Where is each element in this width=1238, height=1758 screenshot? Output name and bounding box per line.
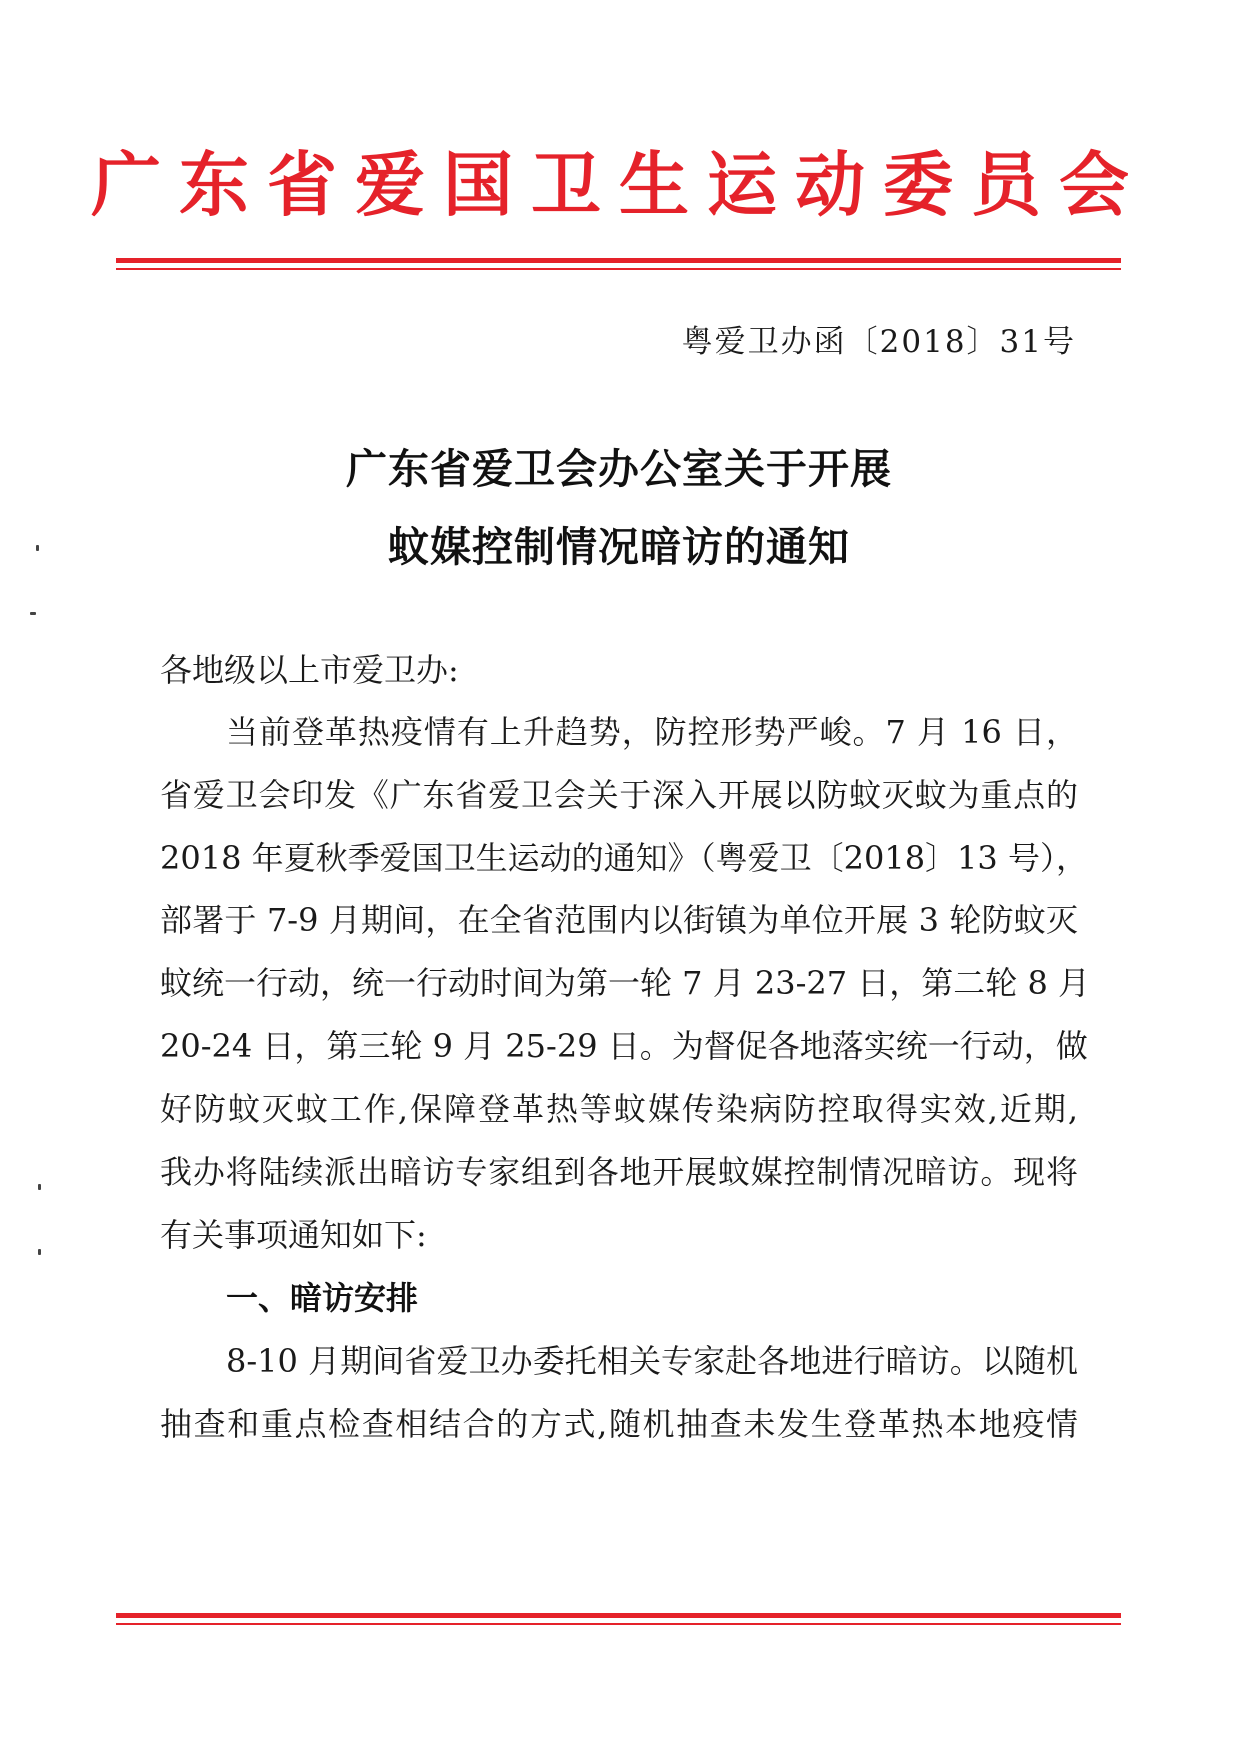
paragraph-1-line: 当前登革热疫情有上升趋势，防控形势严峻。7 月 16 日， (226, 713, 1078, 751)
salutation: 各地级以上市爱卫办: (160, 651, 459, 689)
document-number: 粤爱卫办函〔2018〕31号 (681, 324, 1076, 360)
paragraph-1-line: 20-24 日，第三轮 9 月 25-29 日。为督促各地落实统一行动，做 (160, 1027, 1088, 1065)
paragraph-1-line: 蚊统一行动，统一行动时间为第一轮 7 月 23-27 日，第二轮 8 月 (160, 964, 1091, 1002)
paragraph-1-line: 有关事项通知如下: (160, 1216, 427, 1254)
scan-speck (38, 1184, 41, 1190)
paragraph-1-line: 好防蚊灭蚊工作,保障登革热等蚊媒传染病防控取得实效,近期, (160, 1090, 1078, 1128)
paragraph-1-line: 2018 年夏秋季爱国卫生运动的通知》（粤爱卫〔2018〕13 号）， (160, 839, 1088, 877)
scan-speck (36, 545, 39, 551)
paragraph-1-line: 部署于 7-9 月期间，在全省范围内以街镇为单位开展 3 轮防蚊灭 (160, 901, 1078, 939)
section-1-heading: 一、暗访安排 (226, 1279, 419, 1317)
paragraph-2-line: 抽查和重点检查相结合的方式,随机抽查未发生登革热本地疫情 (160, 1405, 1078, 1443)
scan-speck (38, 1249, 41, 1255)
masthead-rule-thick (116, 258, 1121, 263)
paragraph-2-line: 8-10 月期间省爱卫办委托相关专家赴各地进行暗访。以随机 (226, 1342, 1078, 1380)
issuer-masthead: 广东省爱国卫生运动委员会 (91, 144, 1147, 226)
document-title-line-1: 广东省爱卫会办公室关于开展 (346, 445, 892, 493)
footer-rule-thin (116, 1623, 1121, 1625)
paragraph-1-line: 省爱卫会印发《广东省爱卫会关于深入开展以防蚊灭蚊为重点的 (160, 776, 1078, 814)
document-title-line-2: 蚊媒控制情况暗访的通知 (388, 523, 850, 571)
masthead-rule-thin (116, 268, 1121, 270)
scan-speck (30, 612, 36, 615)
paragraph-1-line: 我办将陆续派出暗访专家组到各地开展蚊媒控制情况暗访。现将 (160, 1153, 1078, 1191)
footer-rule-thick (116, 1613, 1121, 1618)
